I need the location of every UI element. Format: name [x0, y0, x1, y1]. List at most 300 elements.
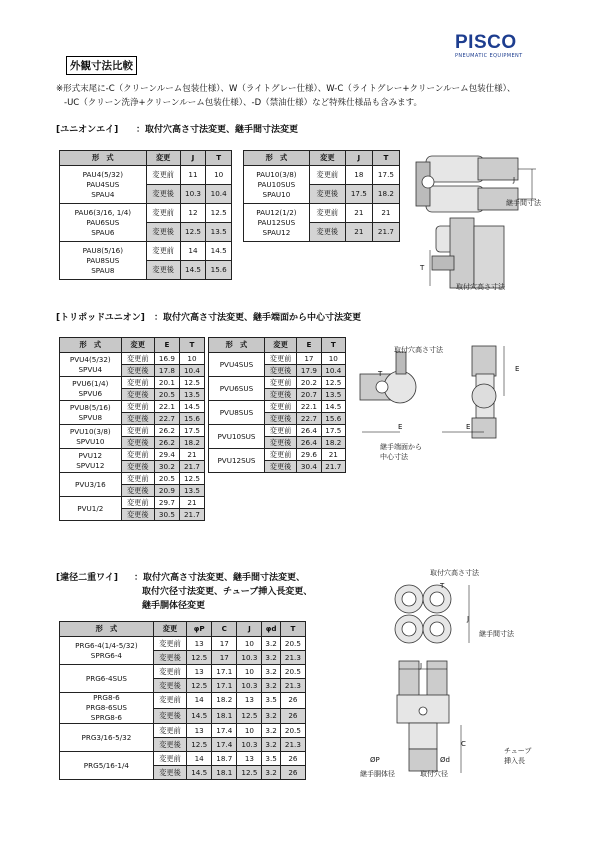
model-name-line: PVU1/2 — [77, 503, 104, 513]
table-header-cell: 形 式 — [209, 338, 265, 353]
value-cell: 21.3 — [280, 651, 305, 665]
value-cell: 29.7 — [154, 497, 179, 509]
change-state-cell: 変更前 — [264, 353, 296, 365]
value-cell: 21.3 — [280, 738, 305, 752]
table-header-cell: 形 式 — [244, 151, 310, 166]
change-state-cell: 変更前 — [121, 425, 154, 437]
value-cell: 21 — [345, 223, 372, 242]
reducer-label-tube-2: 挿入長 — [504, 757, 525, 765]
model-name-line: PRG8-6 — [93, 693, 120, 702]
reducer-label-c: C — [461, 740, 466, 748]
value-cell: 13 — [237, 752, 262, 766]
value-cell: 18.7 — [212, 752, 237, 766]
value-cell: 17.9 — [297, 365, 321, 377]
value-cell: 12.5 — [321, 377, 345, 389]
section-reducer-desc-2: 取付穴径寸法変更、チューブ挿入長変更、 — [142, 587, 313, 597]
value-cell: 10 — [179, 353, 204, 365]
change-state-cell: 変更前 — [153, 752, 186, 766]
reducer-label-tube-1: チューブ — [504, 747, 532, 755]
table-row — [60, 637, 306, 651]
model-cell — [60, 401, 122, 425]
change-state-cell: 変更前 — [153, 665, 186, 679]
model-name-line: PAU12(1/2) — [256, 207, 297, 217]
table-header-cell: T — [280, 622, 305, 637]
value-cell: 10.3 — [237, 651, 262, 665]
reducer-label-mount-height: 取付穴高さ寸法 — [430, 569, 479, 577]
reducer-label-j-right: J — [467, 615, 470, 623]
value-cell: 26.2 — [154, 425, 179, 437]
value-cell: 12.5 — [179, 473, 204, 485]
model-name-line: PVU8SUS — [219, 407, 254, 417]
table-header-row — [244, 151, 400, 166]
value-cell: 29.6 — [297, 449, 321, 461]
change-state-cell: 変更後 — [309, 223, 345, 242]
table-header-cell: 変更 — [146, 151, 180, 166]
model-name-line: PVU10SUS — [217, 431, 256, 441]
change-state-cell: 変更前 — [121, 377, 154, 389]
value-cell: 17.5 — [345, 185, 372, 204]
tripod-label-end-center-2: 中心寸法 — [380, 453, 408, 461]
value-cell: 18.2 — [372, 185, 399, 204]
table-row — [60, 752, 306, 766]
value-cell: 21.7 — [179, 509, 204, 521]
change-state-cell: 変更前 — [153, 637, 186, 651]
table-row — [209, 377, 346, 389]
value-cell: 17.5 — [179, 425, 204, 437]
value-cell: 20.5 — [280, 637, 305, 651]
model-name-line: SPVU8 — [78, 412, 103, 422]
value-cell: 14.5 — [321, 401, 345, 413]
value-cell: 12.5 — [187, 651, 212, 665]
value-cell: 3.2 — [262, 708, 280, 724]
model-name-line: PVU3/16 — [74, 479, 106, 489]
change-state-cell: 変更前 — [121, 449, 154, 461]
model-cell — [60, 473, 122, 497]
section-reducer-desc-1: ：取付穴高さ寸法変更、継手間寸法変更、 — [134, 573, 306, 583]
section-union-y-name: [ユニオンエイ] — [56, 125, 119, 135]
table-header-cell: 変更 — [121, 338, 154, 353]
change-state-cell: 変更前 — [264, 425, 296, 437]
value-cell: 12.5 — [206, 204, 232, 223]
change-state-cell: 変更後 — [264, 365, 296, 377]
value-cell: 20.5 — [154, 389, 179, 401]
model-name-line: PRG5/16-1/4 — [83, 760, 129, 770]
value-cell: 20.5 — [280, 665, 305, 679]
change-state-cell: 変更後 — [121, 509, 154, 521]
reducer-label-hole-dia: 取付穴径 — [420, 770, 448, 778]
model-name-line: PAU8(5/16) — [82, 245, 124, 255]
value-cell: 21 — [345, 204, 372, 223]
value-cell: 30.5 — [154, 509, 179, 521]
value-cell: 12 — [180, 204, 206, 223]
value-cell: 17.5 — [372, 166, 399, 185]
model-name-line: PRG6-4(1/4-5/32) — [75, 640, 138, 650]
change-state-cell: 変更後 — [121, 389, 154, 401]
value-cell: 30.2 — [154, 461, 179, 473]
value-cell: 17 — [212, 651, 237, 665]
value-cell: 17 — [297, 353, 321, 365]
table-header-cell: 変更 — [264, 338, 296, 353]
value-cell: 12.5 — [179, 377, 204, 389]
value-cell: 17.4 — [212, 724, 237, 738]
table-row — [60, 242, 232, 261]
model-cell — [60, 377, 122, 401]
change-state-cell: 変更後 — [264, 437, 296, 449]
value-cell: 17 — [212, 637, 237, 651]
value-cell: 10 — [206, 166, 232, 185]
change-state-cell: 変更後 — [264, 461, 296, 473]
table-header-cell: E — [154, 338, 179, 353]
model-name-line: PVU10(3/8) — [69, 426, 111, 436]
model-cell — [244, 166, 310, 204]
change-state-cell: 変更前 — [153, 693, 186, 709]
change-state-cell: 変更前 — [264, 449, 296, 461]
table-header-cell: 変更 — [153, 622, 186, 637]
model-cell — [244, 204, 310, 242]
section-tripod-desc: ：取付穴高さ寸法変更、継手端面から中心寸法変更 — [154, 313, 362, 323]
model-cell — [60, 353, 122, 377]
change-state-cell: 変更前 — [264, 401, 296, 413]
section-tripod-name: [トリポッドユニオン] — [56, 313, 145, 323]
table-header-row — [60, 338, 205, 353]
value-cell: 3.5 — [262, 693, 280, 709]
value-cell: 10 — [237, 724, 262, 738]
value-cell: 14.5 — [187, 766, 212, 780]
table-header-cell: J — [345, 151, 372, 166]
change-state-cell: 変更後 — [146, 261, 180, 280]
value-cell: 10 — [321, 353, 345, 365]
model-name-line: PRG3/16-5/32 — [81, 732, 132, 742]
value-cell: 18.2 — [212, 693, 237, 709]
value-cell: 10.3 — [237, 738, 262, 752]
union-y-label-joint-pitch: 継手間寸法 — [506, 199, 541, 207]
value-cell: 13.5 — [179, 485, 204, 497]
value-cell: 21.3 — [280, 679, 305, 693]
tripod-label-end-center-1: 継手端面から — [380, 443, 422, 451]
table-row — [60, 166, 232, 185]
model-name-line: PAU10SUS — [257, 179, 296, 189]
model-name-line: SPRG6-4 — [90, 650, 122, 660]
model-name-line: SPRG8-6 — [90, 713, 122, 722]
table-row — [60, 693, 306, 709]
table-header-cell: J — [237, 622, 262, 637]
table-row — [60, 473, 205, 485]
change-state-cell: 変更前 — [264, 377, 296, 389]
table-header-cell: T — [321, 338, 345, 353]
change-state-cell: 変更前 — [153, 724, 186, 738]
change-state-cell: 変更前 — [146, 242, 180, 261]
table-row — [209, 449, 346, 461]
table-header-cell: E — [297, 338, 321, 353]
reducer-label-t: T — [440, 582, 445, 590]
value-cell: 22.7 — [154, 413, 179, 425]
value-cell: 26 — [280, 752, 305, 766]
change-state-cell: 変更後 — [153, 708, 186, 724]
model-name-line: PRG6-4SUS — [85, 673, 127, 683]
value-cell: 26.4 — [297, 437, 321, 449]
change-state-cell: 変更後 — [121, 365, 154, 377]
model-name-line: SPAU4 — [91, 189, 115, 199]
value-cell: 12.5 — [180, 223, 206, 242]
value-cell: 21.7 — [372, 223, 399, 242]
value-cell: 26 — [280, 708, 305, 724]
value-cell: 3.2 — [262, 766, 280, 780]
value-cell: 10.4 — [206, 185, 232, 204]
table-header-cell: 変更 — [309, 151, 345, 166]
model-cell — [209, 425, 265, 449]
table-header-row — [60, 622, 306, 637]
model-cell — [209, 401, 265, 425]
table-row — [60, 401, 205, 413]
value-cell: 20.2 — [297, 377, 321, 389]
change-state-cell: 変更後 — [264, 413, 296, 425]
value-cell: 17.1 — [212, 665, 237, 679]
table-row — [244, 166, 400, 185]
change-state-cell: 変更後 — [153, 651, 186, 665]
tripod-label-e-left: E — [398, 423, 403, 431]
value-cell: 17.1 — [212, 679, 237, 693]
model-cell — [60, 242, 147, 280]
value-cell: 13 — [187, 665, 212, 679]
model-cell — [209, 353, 265, 377]
value-cell: 26.4 — [297, 425, 321, 437]
value-cell: 30.4 — [297, 461, 321, 473]
value-cell: 20.7 — [297, 389, 321, 401]
change-state-cell: 変更後 — [121, 485, 154, 497]
reducer-table — [59, 621, 306, 780]
value-cell: 14 — [187, 693, 212, 709]
value-cell: 26 — [280, 693, 305, 709]
model-name-line: PAU8SUS — [86, 255, 120, 265]
model-name-line: PVU4(5/32) — [69, 354, 111, 364]
table-row — [60, 665, 306, 679]
value-cell: 3.5 — [262, 752, 280, 766]
value-cell: 3.2 — [262, 679, 280, 693]
change-state-cell: 変更前 — [309, 204, 345, 223]
table-header-cell: 形 式 — [60, 622, 154, 637]
value-cell: 21 — [372, 204, 399, 223]
change-state-cell: 変更後 — [146, 185, 180, 204]
page-title: 外観寸法比較 — [66, 56, 137, 75]
model-name-line: SPAU6 — [91, 227, 115, 237]
table-row — [60, 497, 205, 509]
change-state-cell: 変更後 — [153, 766, 186, 780]
model-name-line: PAU6(3/16, 1/4) — [74, 207, 132, 217]
model-name-line: SPVU4 — [78, 364, 103, 374]
value-cell: 15.6 — [179, 413, 204, 425]
value-cell: 18.1 — [212, 766, 237, 780]
tripod-label-mount-height: 取付穴高さ寸法 — [394, 346, 443, 354]
model-name-line: SPAU8 — [91, 265, 115, 275]
change-state-cell: 変更前 — [121, 497, 154, 509]
union-y-drawing — [408, 148, 548, 298]
note-line-2: -UC（クリーン洗浄+クリーンルーム包装仕様）、-D（禁油仕様）など特殊仕様品も含みます。 — [64, 98, 422, 108]
table-header-cell: T — [206, 151, 232, 166]
table-row — [60, 425, 205, 437]
value-cell: 18.1 — [212, 708, 237, 724]
tripod-drawing — [352, 340, 512, 465]
model-cell — [60, 497, 122, 521]
value-cell: 14.5 — [187, 708, 212, 724]
reducer-label-body-dia: 継手胴体径 — [360, 770, 395, 778]
tripod-label-e-right: E — [466, 423, 471, 431]
change-state-cell: 変更前 — [309, 166, 345, 185]
union-y-label-j: J — [513, 176, 516, 184]
value-cell: 3.2 — [262, 651, 280, 665]
value-cell: 15.6 — [206, 261, 232, 280]
value-cell: 21.7 — [179, 461, 204, 473]
value-cell: 29.4 — [154, 449, 179, 461]
value-cell: 13 — [237, 693, 262, 709]
value-cell: 14 — [180, 242, 206, 261]
model-name-line: PVU6SUS — [219, 383, 254, 393]
change-state-cell: 変更後 — [264, 389, 296, 401]
value-cell: 10.3 — [180, 185, 206, 204]
change-state-cell: 変更前 — [121, 401, 154, 413]
value-cell: 12.5 — [237, 708, 262, 724]
model-name-line: PRG8-6SUS — [85, 703, 127, 712]
tripod-table-left — [59, 337, 205, 521]
reducer-label-joint-pitch: 継手間寸法 — [479, 630, 514, 638]
value-cell: 12.5 — [187, 738, 212, 752]
table-header-cell: T — [179, 338, 204, 353]
value-cell: 22.7 — [297, 413, 321, 425]
model-name-line: SPAU10 — [262, 189, 291, 199]
model-name-line: PVU12SUS — [217, 455, 256, 465]
table-header-cell: C — [212, 622, 237, 637]
change-state-cell: 変更前 — [146, 166, 180, 185]
model-cell — [60, 166, 147, 204]
note-line-1: ※形式末尾に-C（クリーンルーム包装仕様）、W（ライトグレー仕様）、W-C（ライトグレー+クリーンルーム包装仕様）、 — [56, 84, 516, 94]
reducer-label-phi-d: Ød — [440, 756, 450, 764]
table-row — [60, 377, 205, 389]
union-y-table-left — [59, 150, 232, 280]
table-header-cell: J — [180, 151, 206, 166]
reducer-label-j-bottom: J — [420, 662, 423, 670]
table-row — [244, 204, 400, 223]
value-cell: 21 — [321, 449, 345, 461]
model-name-line: PAU4(5/32) — [82, 169, 124, 179]
value-cell: 18.2 — [321, 437, 345, 449]
value-cell: 20.5 — [154, 473, 179, 485]
table-row — [60, 724, 306, 738]
value-cell: 20.5 — [280, 724, 305, 738]
value-cell: 11 — [180, 166, 206, 185]
table-header-cell: 形 式 — [60, 151, 147, 166]
value-cell: 17.5 — [321, 425, 345, 437]
model-name-line: PAU10(3/8) — [256, 169, 297, 179]
section-reducer-name: [違径二重ワイ] — [56, 573, 118, 583]
tripod-table-right — [208, 337, 346, 473]
value-cell: 10 — [237, 665, 262, 679]
table-header-row — [209, 338, 346, 353]
brand-name: PISCO — [455, 32, 517, 53]
table-header-cell: φd — [262, 622, 280, 637]
value-cell: 21 — [179, 449, 204, 461]
value-cell: 13.5 — [321, 389, 345, 401]
section-reducer-desc-3: 継手胴体径変更 — [142, 601, 206, 611]
model-cell — [60, 724, 154, 752]
value-cell: 16.9 — [154, 353, 179, 365]
value-cell: 13 — [187, 637, 212, 651]
table-header-cell: 形 式 — [60, 338, 122, 353]
value-cell: 14.5 — [206, 242, 232, 261]
value-cell: 14 — [187, 752, 212, 766]
model-cell — [209, 377, 265, 401]
model-cell — [60, 637, 154, 665]
change-state-cell: 変更前 — [121, 473, 154, 485]
model-name-line: PAU6SUS — [86, 217, 120, 227]
table-row — [60, 449, 205, 461]
model-name-line: PAU12SUS — [257, 217, 296, 227]
change-state-cell: 変更後 — [153, 679, 186, 693]
table-header-cell: φP — [187, 622, 212, 637]
value-cell: 18 — [345, 166, 372, 185]
model-name-line: SPVU6 — [78, 388, 103, 398]
value-cell: 17.8 — [154, 365, 179, 377]
change-state-cell: 変更後 — [121, 437, 154, 449]
value-cell: 14.5 — [179, 401, 204, 413]
section-union-y-desc: ：取付穴高さ寸法変更、継手間寸法変更 — [136, 125, 299, 135]
value-cell: 3.2 — [262, 665, 280, 679]
tripod-label-t: T — [378, 370, 383, 378]
table-row — [209, 353, 346, 365]
value-cell: 10.4 — [321, 365, 345, 377]
value-cell: 26 — [280, 766, 305, 780]
value-cell: 13.5 — [179, 389, 204, 401]
change-state-cell: 変更後 — [146, 223, 180, 242]
union-y-label-mount-height: 取付穴高さ寸法 — [456, 283, 505, 291]
value-cell: 17.4 — [212, 738, 237, 752]
value-cell: 22.1 — [297, 401, 321, 413]
table-row — [60, 204, 232, 223]
change-state-cell: 変更後 — [121, 461, 154, 473]
model-cell — [60, 204, 147, 242]
model-name-line: PVU8(5/16) — [69, 402, 111, 412]
model-cell — [60, 665, 154, 693]
union-y-label-t: T — [420, 264, 425, 272]
value-cell: 10.3 — [237, 679, 262, 693]
value-cell: 13 — [187, 724, 212, 738]
value-cell: 13.5 — [206, 223, 232, 242]
table-row — [60, 353, 205, 365]
value-cell: 21.7 — [321, 461, 345, 473]
model-cell — [60, 425, 122, 449]
tripod-label-e-vertical: E — [515, 365, 520, 373]
brand-logo — [455, 33, 543, 59]
value-cell: 14.5 — [180, 261, 206, 280]
model-name-line: SPAU12 — [262, 227, 291, 237]
table-header-cell: T — [372, 151, 399, 166]
reducer-drawing — [385, 575, 480, 780]
model-name-line: PVU4SUS — [219, 359, 254, 369]
value-cell: 10 — [237, 637, 262, 651]
model-cell — [60, 449, 122, 473]
model-name-line: PAU4SUS — [86, 179, 120, 189]
model-name-line: SPVU12 — [76, 460, 105, 470]
value-cell: 20.9 — [154, 485, 179, 497]
model-cell — [209, 449, 265, 473]
change-state-cell: 変更後 — [153, 738, 186, 752]
brand-tagline: PNEUMATIC EQUIPMENT — [455, 53, 523, 59]
value-cell: 3.2 — [262, 637, 280, 651]
change-state-cell: 変更後 — [309, 185, 345, 204]
change-state-cell: 変更前 — [121, 353, 154, 365]
value-cell: 26.2 — [154, 437, 179, 449]
model-cell — [60, 752, 154, 780]
value-cell: 22.1 — [154, 401, 179, 413]
model-name-line: PVU12 — [78, 450, 103, 460]
